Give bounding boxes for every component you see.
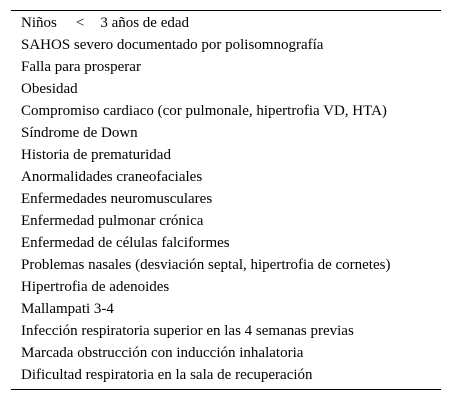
risk-factor-table (11, 10, 441, 390)
age-label: Niños (21, 15, 57, 31)
table-row: Hipertrofia de adenoides (21, 279, 170, 295)
table-row: Mallampati 3-4 (21, 301, 114, 317)
table-row: Anormalidades craneofaciales (21, 169, 203, 185)
table-row: Falla para prosperar (21, 59, 141, 75)
table-row: Enfermedad pulmonar crónica (21, 213, 204, 229)
table-row-age (21, 12, 189, 34)
table-row: Compromiso cardiaco (cor pulmonale, hipertrofia VD, HTA) (21, 103, 387, 119)
table-row: Enfermedades neuromusculares (21, 191, 213, 207)
table-row: Enfermedad de células falciformes (21, 235, 230, 251)
table-row: Marcada obstrucción con inducción inhalatoria (21, 345, 304, 361)
table-row: Dificultad respiratoria en la sala de recuperación (21, 367, 313, 383)
table-row: SAHOS severo documentado por polisomnografía (21, 37, 324, 53)
table-row: Síndrome de Down (21, 125, 138, 141)
table-row: Obesidad (21, 81, 78, 97)
table-row: Infección respiratoria superior en las 4 semanas previas (21, 323, 354, 339)
table-row: Historia de prematuridad (21, 147, 171, 163)
age-value: 3 años de edad (100, 15, 190, 31)
less-than-symbol: < (75, 15, 85, 31)
table-row: Problemas nasales (desviación septal, hipertrofia de cornetes) (21, 257, 391, 273)
